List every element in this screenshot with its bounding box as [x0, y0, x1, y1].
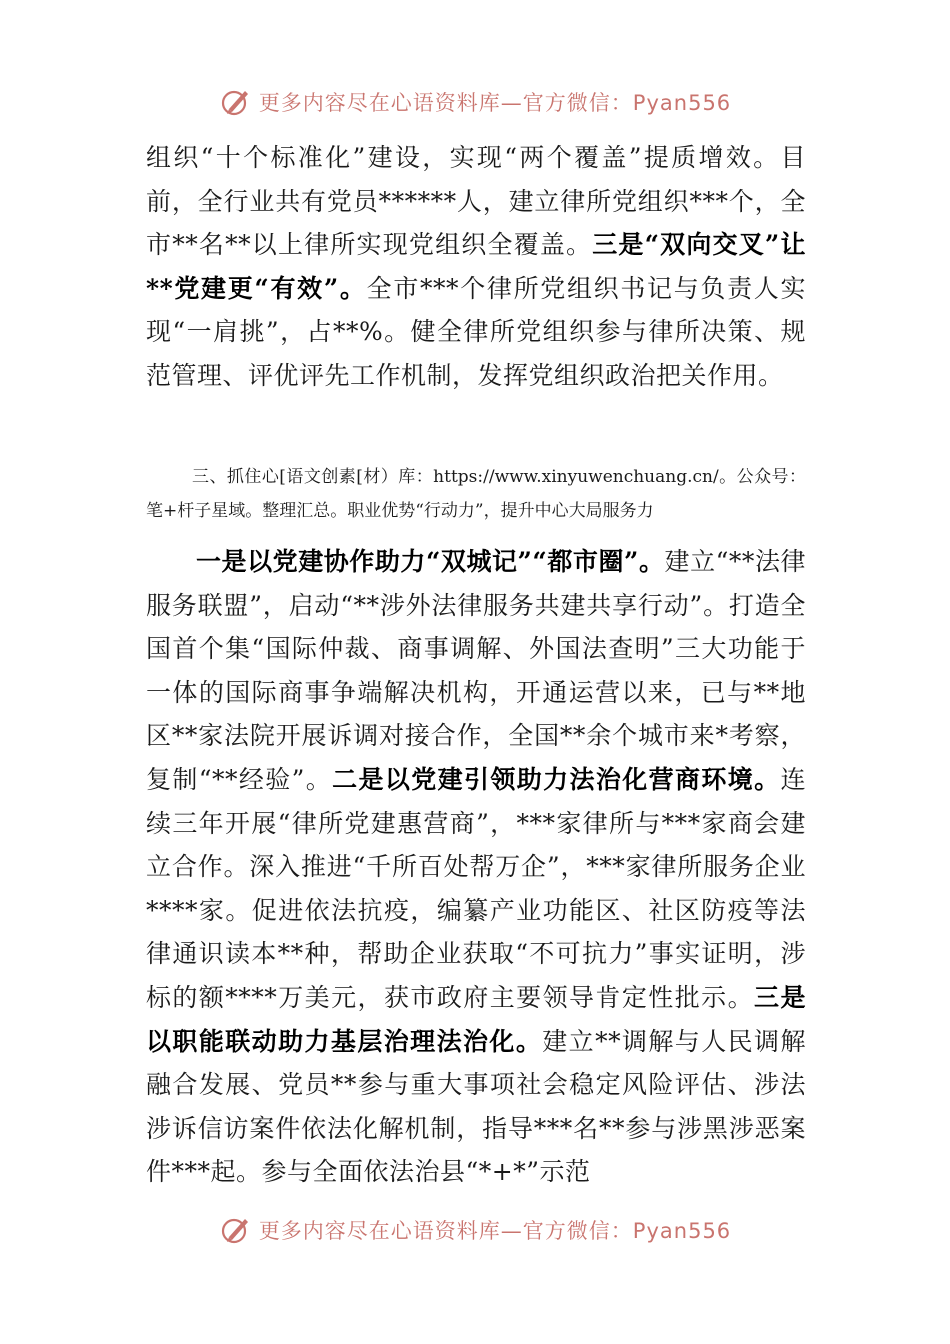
- paragraph-service-points: [146, 540, 806, 1194]
- paragraph-party-coverage: [146, 136, 806, 398]
- footer-watermark-text: 更多内容尽在心语资料库—官方微信：Pyan556: [258, 1219, 732, 1243]
- paragraph2-sentence1: 建立“**法律服务联盟”，启动“**涉外法律服务共建共享行动”。打造全国首个集“国际仲裁、商事调解、外国法查明”三大功能于一体的国际商事争端解决机构，开通运营以来，已与**地区**家法院开展诉调对接合作，全国**余个城市来*考察，复制“**经验”。: [146, 547, 807, 794]
- footer-watermark-banner: [0, 1212, 950, 1248]
- paragraph1-sentence2: 全市***个律所党组织书记与负责人实现“一肩挑”，占**%。健全律所党组织参与律所决策、规范管理、评优评先工作机制，发挥党组织政治把关作用。: [146, 273, 806, 390]
- paragraph2-bold-point1: 一是以党建协作助力“双城记”“都市圈”。: [196, 547, 665, 576]
- pen-circle-icon: [219, 1213, 253, 1247]
- section-heading-three: 三、抓住心[语文创素[材）库：https://www.xinyuwenchuang.cn/。公众号：笔+杆子星域。整理汇总。职业优势“行动力”，提升中心大局服务力: [146, 467, 806, 521]
- paragraph1-bold-point: 三是“双向交叉”让**党建更“有效”。: [146, 230, 806, 303]
- paragraph2-sentence2: 连续三年开展“律所党建惠营商”，***家律所与***家商会建立合作。深入推进“千所百处帮万企”，***家律所服务企业****家。促进依法抗疫，编纂产业功能区、社区防疫等法律通识读本**种，帮助企业获取“不可抗力”事实证明，涉标的额****万美元，获市政府主要领导肯定性批示。: [146, 764, 806, 1012]
- paragraph2-bold-point3: 三是以职能联动助力基层治理法治化。: [146, 982, 806, 1056]
- header-watermark-text: 更多内容尽在心语资料库—官方微信：Pyan556: [258, 91, 732, 115]
- paragraph2-bold-point2: 二是以党建引领助力法治化营商环境。: [332, 764, 781, 794]
- header-watermark-banner: [0, 84, 950, 120]
- paragraph2-sentence3: 建立**调解与人民调解融合发展、党员**参与重大事项社会稳定风险评估、涉法涉诉信访案件依法化解机制，指导***名**参与涉黑涉恶案件***起。参与全面依法治县“*+*”示范: [146, 1026, 806, 1187]
- paragraph1-sentence1: 组织“十个标准化”建设，实现“两个覆盖”提质增效。目前，全行业共有党员******人，建立律所党组织***个，全市**名**以上律所实现党组织全覆盖。: [146, 143, 806, 260]
- pen-circle-icon: [219, 85, 253, 119]
